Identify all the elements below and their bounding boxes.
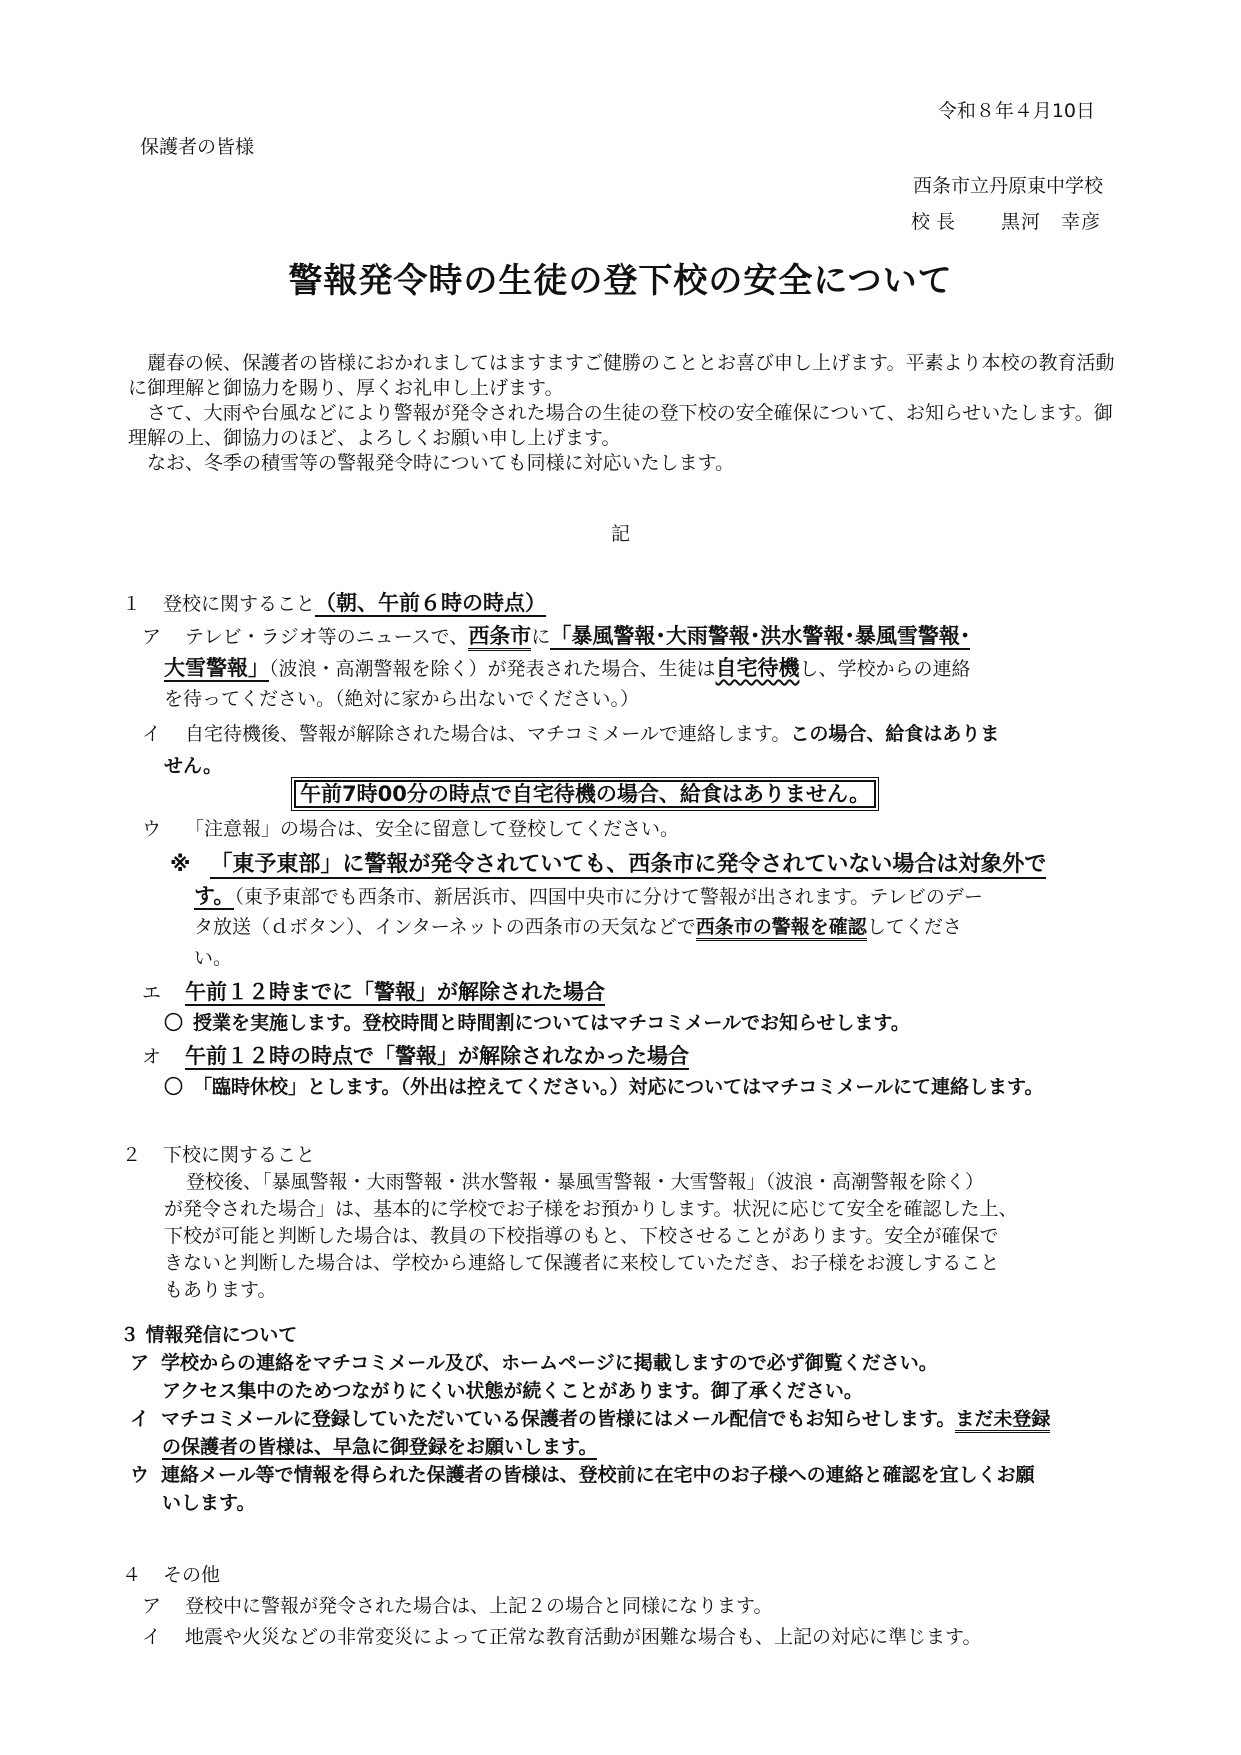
item-label: ア [142, 626, 162, 648]
addressee: 保護者の皆様 [140, 136, 255, 158]
note-line3 [194, 912, 962, 939]
item-text: 「注意報」の場合は、安全に留意して登校してください。 [185, 818, 680, 840]
note-text-bold: 西条市の警報を確認 [696, 916, 867, 941]
item-heading: 午前１２時の時点で「警報」が解除されなかった場合 [185, 1044, 690, 1068]
intro-paragraph: さて、大雨や台風などにより警報が発令された場合の生徒の登下校の安全確保について、お知らせいたします。御理解の上、御協力のほど、よろしくお願い申し上げます。 [128, 402, 1113, 449]
item-label: ウ [130, 1464, 150, 1486]
item-label: イ [142, 1626, 162, 1648]
page-title: 警報発令時の生徒の登下校の安全について [288, 261, 953, 301]
item-text-bold: この場合、給食はありま [790, 723, 1000, 745]
section1-item-o-text [164, 1072, 1043, 1099]
note-text: してくださ [866, 916, 962, 938]
section4-item-a [142, 1591, 773, 1618]
section1-item-o-heading [142, 1040, 689, 1070]
section1-time: （朝、午前６時の時点） [315, 591, 547, 615]
item-label: ウ [142, 818, 162, 840]
section4-item-i [142, 1622, 982, 1649]
section2-line: 下校が可能と判断した場合は、教員の下校指導のもと、下校させることがあります。安全が確保で [164, 1225, 999, 1247]
section3-item-a-line2: アクセス集中のためつながりにくい状態が続くことがあります。御了承ください。 [162, 1380, 863, 1402]
section4-heading [122, 1560, 220, 1587]
section1-item-i-line1 [142, 719, 999, 746]
section3-heading: ３ 情報発信について [120, 1324, 298, 1346]
item-text: に [531, 626, 551, 648]
item-text: 「臨時休校」とします。（外出は控えてください。）対応についてはマチコミメールにて連絡します。 [193, 1076, 1044, 1098]
section1-heading [122, 587, 546, 617]
section2-line: きないと判断した場合は、学校から連絡して保護者に来校していただき、お子様をお渡しすること [164, 1252, 1000, 1274]
item-text: 自宅待機後、警報が解除された場合は、マチコミメールで連絡します。 [185, 723, 791, 745]
section1-item-u [142, 814, 679, 841]
item-text-underlined: まだ未登録 [955, 1408, 1050, 1433]
section2-number: ２ [122, 1144, 142, 1166]
section4-number: ４ [122, 1564, 142, 1586]
intro-paragraph: なお、冬季の積雪等の警報発令時についても同様に対応いたします。 [147, 452, 735, 474]
date: 令和８年４月10日 [937, 100, 1095, 122]
note-text: （東予東部でも西条市、新居浜市、四国中央市に分けて警報が出されます。テレビのデー [234, 886, 983, 908]
ki-mark: 記 [610, 523, 630, 545]
item-text: テレビ・ラジオ等のニュースで、 [185, 626, 469, 648]
principal [911, 207, 1101, 234]
item-label: ア [130, 1352, 150, 1374]
item-label: イ [130, 1408, 150, 1430]
section1-item-i-line2: せん。 [164, 755, 223, 777]
section3-item-i-line1 [130, 1404, 1050, 1431]
section2-line: もあります。 [164, 1279, 277, 1301]
note-text: タ放送（ｄボタン）、インターネットの西条市の天気などで [194, 916, 696, 938]
warning-list: 「暴風警報･大雨警報･洪水警報･暴風雪警報･ [550, 624, 971, 648]
section1-item-a-line3: を待ってください。（絶対に家から出ないでください。） [164, 688, 640, 710]
section3-item-a-line1 [130, 1348, 938, 1375]
principal-role: 校 長 [910, 211, 955, 233]
section3-item-u-line2: いします。 [162, 1492, 256, 1514]
warning-list: 大雪警報」 [164, 656, 269, 680]
circle-mark: 〇 [164, 1012, 184, 1034]
item-heading: 午前１２時までに「警報」が解除された場合 [185, 980, 606, 1004]
home-standby: 自宅待機 [715, 656, 800, 680]
city-name: 西条市 [468, 624, 531, 651]
note-line1 [170, 847, 1046, 878]
section3-item-u-line1 [130, 1460, 1035, 1487]
section1-item-e-text [164, 1008, 910, 1035]
item-text: 授業を実施します。登校時間と時間割についてはマチコミメールでお知らせします。 [193, 1012, 910, 1034]
section1-item-a-line1 [142, 620, 970, 650]
item-text: （波浪・高潮警報を除く）が発表された場合、生徒は [269, 658, 716, 680]
section1-title: 登校に関すること [163, 593, 316, 615]
lunch-notice-box [294, 778, 876, 808]
intro [128, 351, 1118, 476]
section1-item-a-line2 [164, 652, 971, 682]
school-name: 西条市立丹原東中学校 [912, 175, 1103, 197]
item-text: 学校からの連絡をマチコミメール及び、ホームページに掲載しますので必ず御覧ください。 [161, 1352, 938, 1374]
section2-line: が発令された場合」は、基本的に学校でお子様をお預かりします。状況に応じて安全を確認した上、 [164, 1198, 1018, 1220]
section2-heading [122, 1140, 315, 1167]
item-label: エ [142, 982, 162, 1004]
note-text-bold: 「東予東部」に警報が発令されていても、西条市に発令されていない場合は対象外で [210, 852, 1047, 877]
note-line2 [194, 880, 983, 910]
item-label: イ [142, 723, 162, 745]
item-label: ア [142, 1595, 162, 1617]
section4-title: その他 [163, 1564, 221, 1586]
section2-line: 登校後、「暴風警報・大雨警報・洪水警報・暴風雪警報・大雪警報」（波浪・高潮警報を除く） [186, 1171, 985, 1193]
section2-title: 下校に関すること [163, 1144, 316, 1166]
item-text: マチコミメールに登録していただいている保護者の皆様にはメール配信でもお知らせします。 [161, 1408, 956, 1430]
item-text: 登校中に警報が発令された場合は、上記２の場合と同様になります。 [185, 1595, 773, 1617]
section3-item-i-line2 [162, 1432, 597, 1459]
note-text-bold: す。 [194, 884, 235, 908]
item-text: し、学校からの連絡 [799, 658, 971, 680]
item-text: 連絡メール等で情報を得られた保護者の皆様は、登校前に在宅中のお子様への連絡と確認を宜しくお願 [161, 1464, 1035, 1486]
intro-paragraph: 麗春の候、保護者の皆様におかれましてはますますご健勝のこととお喜び申し上げます。平素より本校の教育活動に御理解と御協力を賜り、厚くお礼申し上げます。 [128, 352, 1115, 399]
item-text-underlined: の保護者の皆様は、早急に御登録をお願いします。 [162, 1436, 598, 1458]
section1-item-e-heading [142, 976, 605, 1006]
section1-number: １ [122, 593, 142, 615]
lunch-notice-text: 午前7時00分の時点で自宅待機の場合、給食はありません。 [294, 780, 876, 808]
principal-name: 黒河 幸彦 [1000, 211, 1101, 233]
item-text: 地震や火災などの非常変災によって正常な教育活動が困難な場合も、上記の対応に準じます。 [185, 1626, 982, 1648]
note-mark: ※ [170, 852, 191, 876]
item-label: オ [142, 1046, 162, 1068]
circle-mark: 〇 [164, 1076, 184, 1098]
note-line4: い。 [194, 947, 233, 969]
